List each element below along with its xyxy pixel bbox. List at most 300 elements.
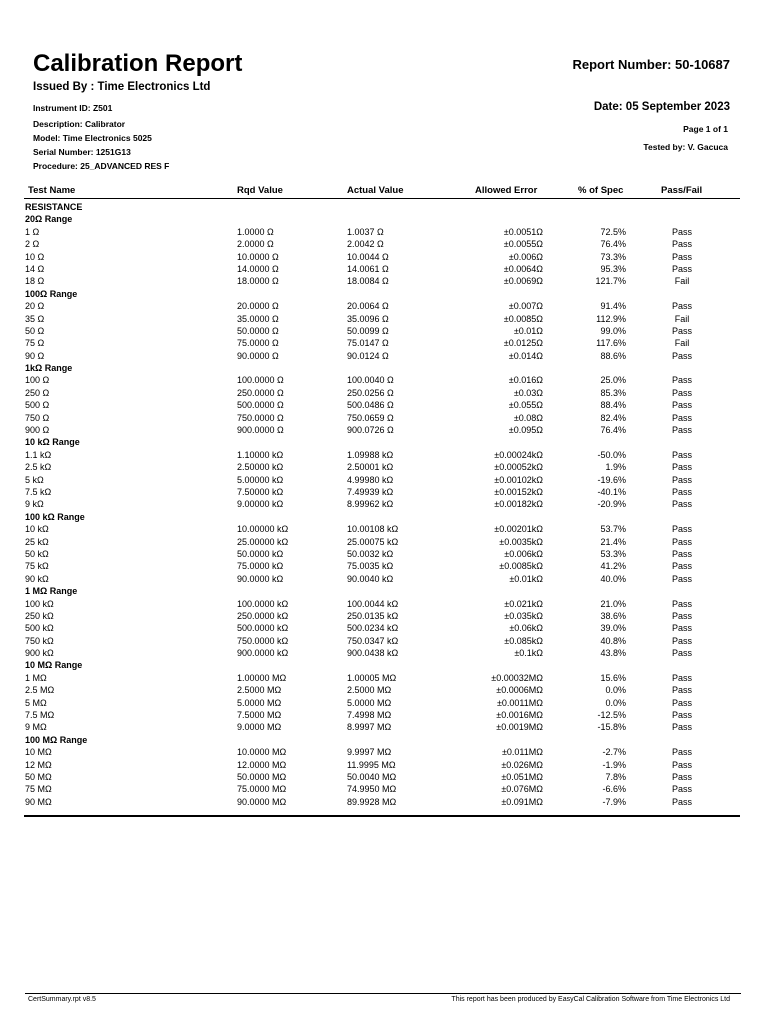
test-name-cell: 90 kΩ (25, 573, 49, 584)
actual-value-cell: 1.0037 Ω (347, 226, 384, 237)
actual-value-cell: 5.0000 MΩ (347, 697, 392, 708)
test-name-cell: 750 kΩ (25, 635, 54, 646)
section-heading-row (0, 734, 768, 746)
allowed-error-cell: ±0.00201kΩ (494, 524, 543, 535)
table-row (0, 523, 768, 535)
actual-value-cell: 11.9995 MΩ (347, 759, 396, 770)
test-name-cell: 1 Ω (25, 226, 40, 237)
rqd-value-cell: 250.0000 Ω (237, 387, 284, 398)
pass-fail-cell: Pass (671, 623, 692, 634)
table-row (0, 746, 768, 758)
pct-spec-cell: 1.9% (605, 462, 626, 473)
pass-fail-cell: Pass (671, 251, 692, 262)
pass-fail-cell: Pass (671, 784, 692, 795)
table-row (0, 486, 768, 498)
allowed-error-cell: ±0.095Ω (508, 425, 543, 436)
test-name-cell: 250 kΩ (25, 610, 54, 621)
pct-spec-cell: 76.4% (600, 425, 626, 436)
pass-fail-cell: Fail (674, 276, 690, 287)
rqd-value-cell: 10.0000 MΩ (237, 747, 287, 758)
footer-right: This report has been produced by EasyCal Calibration Software from Time Electronics Ltd (451, 996, 730, 1003)
pass-fail-cell: Pass (671, 387, 692, 398)
rqd-value-cell: 500.0000 kΩ (237, 623, 289, 634)
test-name-cell: 2 Ω (25, 239, 40, 250)
allowed-error-cell: ±0.021kΩ (504, 598, 543, 609)
actual-value-cell: 750.0659 Ω (347, 412, 394, 423)
rqd-value-cell: 12.0000 MΩ (237, 759, 287, 770)
allowed-error-cell: ±0.055Ω (508, 400, 543, 411)
test-name-cell: 75 MΩ (25, 784, 52, 795)
rqd-value-cell: 1.00000 MΩ (237, 672, 287, 683)
rqd-value-cell: 2.50000 kΩ (237, 462, 284, 473)
allowed-error-cell: ±0.091MΩ (501, 796, 543, 807)
rqd-value-cell: 5.00000 kΩ (237, 474, 284, 485)
pass-fail-cell: Pass (671, 536, 692, 547)
section-heading: 100Ω Range (25, 288, 78, 299)
actual-value-cell: 20.0064 Ω (347, 301, 389, 312)
table-row (0, 461, 768, 473)
table-row (0, 536, 768, 548)
table-row (0, 325, 768, 337)
test-name-cell: 2.5 kΩ (25, 462, 52, 473)
allowed-error-cell: ±0.00024kΩ (494, 449, 543, 460)
rqd-value-cell: 10.0000 Ω (237, 251, 279, 262)
section-heading: 1 MΩ Range (25, 586, 78, 597)
test-name-cell: 14 Ω (25, 263, 45, 274)
table-row (0, 226, 768, 238)
pct-spec-cell: 21.0% (600, 598, 626, 609)
section-heading: 100 MΩ Range (25, 734, 88, 745)
rqd-value-cell: 90.0000 kΩ (237, 573, 284, 584)
pct-spec-cell: 95.3% (600, 263, 626, 274)
table-row (0, 647, 768, 659)
allowed-error-cell: ±0.0055Ω (503, 239, 543, 250)
pass-fail-cell: Pass (671, 697, 692, 708)
rqd-value-cell: 35.0000 Ω (237, 313, 279, 324)
allowed-error-cell: ±0.08Ω (513, 412, 543, 423)
pass-fail-cell: Pass (671, 350, 692, 361)
actual-value-cell: 8.99962 kΩ (347, 499, 394, 510)
pass-fail-cell: Fail (674, 313, 690, 324)
table-row (0, 263, 768, 275)
rqd-value-cell: 25.00000 kΩ (237, 536, 289, 547)
issued-by: Issued By : Time Electronics Ltd (33, 81, 211, 93)
rqd-value-cell: 5.0000 MΩ (237, 697, 282, 708)
section-heading-row (0, 201, 768, 213)
pct-spec-cell: 91.4% (600, 301, 626, 312)
pct-spec-cell: 88.4% (600, 400, 626, 411)
table-row (0, 374, 768, 386)
table-row (0, 251, 768, 263)
pass-fail-cell: Pass (671, 759, 692, 770)
actual-value-cell: 89.9928 MΩ (347, 796, 397, 807)
rqd-value-cell: 750.0000 kΩ (237, 635, 289, 646)
header-rule (24, 198, 740, 199)
column-header-pass-fail: Pass/Fail (661, 185, 703, 196)
results-table (0, 201, 768, 808)
section-heading: RESISTANCE (25, 202, 83, 212)
allowed-error-cell: ±0.00052kΩ (494, 462, 543, 473)
allowed-error-cell: ±0.0011MΩ (496, 697, 543, 708)
section-heading: 10 MΩ Range (25, 660, 83, 671)
pass-fail-cell: Pass (671, 635, 692, 646)
table-row (0, 238, 768, 250)
allowed-error-cell: ±0.006kΩ (504, 548, 543, 559)
allowed-error-cell: ±0.00152kΩ (494, 486, 543, 497)
rqd-value-cell: 50.0000 MΩ (237, 771, 287, 782)
allowed-error-cell: ±0.01kΩ (509, 573, 543, 584)
actual-value-cell: 250.0135 kΩ (347, 610, 399, 621)
pass-fail-cell: Pass (671, 710, 692, 721)
pct-spec-cell: 40.8% (600, 635, 626, 646)
test-name-cell: 7.5 kΩ (25, 486, 52, 497)
rqd-value-cell: 2.5000 MΩ (237, 685, 282, 696)
test-name-cell: 18 Ω (25, 276, 45, 287)
table-row (0, 412, 768, 424)
pct-spec-cell: 21.4% (600, 536, 626, 547)
pct-spec-cell: -2.7% (602, 747, 626, 758)
section-heading-row (0, 511, 768, 523)
pct-spec-cell: 0.0% (605, 685, 626, 696)
actual-value-cell: 75.0147 Ω (347, 338, 389, 349)
pct-spec-cell: 41.2% (600, 561, 626, 572)
tested-by: Tested by: V. Gacuca (643, 142, 728, 152)
pass-fail-cell: Pass (671, 573, 692, 584)
table-row (0, 449, 768, 461)
actual-value-cell: 90.0124 Ω (347, 350, 389, 361)
pct-spec-cell: 121.7% (595, 276, 626, 287)
allowed-error-cell: ±0.0085kΩ (499, 561, 543, 572)
allowed-error-cell: ±0.03Ω (513, 387, 543, 398)
allowed-error-cell: ±0.0125Ω (503, 338, 543, 349)
description: Description: Calibrator (33, 119, 126, 129)
pct-spec-cell: 40.0% (600, 573, 626, 584)
pct-spec-cell: 73.3% (600, 251, 626, 262)
test-name-cell: 10 MΩ (25, 747, 52, 758)
pass-fail-cell: Pass (671, 375, 692, 386)
allowed-error-cell: ±0.016Ω (508, 375, 543, 386)
test-name-cell: 500 kΩ (25, 623, 54, 634)
allowed-error-cell: ±0.026MΩ (501, 759, 543, 770)
test-name-cell: 9 kΩ (25, 499, 44, 510)
actual-value-cell: 10.00108 kΩ (347, 524, 399, 535)
page-indicator: Page 1 of 1 (683, 124, 728, 134)
actual-value-cell: 75.0035 kΩ (347, 561, 394, 572)
actual-value-cell: 74.9950 MΩ (347, 784, 397, 795)
pct-spec-cell: 85.3% (600, 387, 626, 398)
actual-value-cell: 9.9997 MΩ (347, 747, 392, 758)
model: Model: Time Electronics 5025 (33, 133, 152, 143)
pct-spec-cell: 39.0% (600, 623, 626, 634)
section-heading: 10 kΩ Range (25, 437, 80, 448)
pct-spec-cell: -12.5% (597, 710, 626, 721)
pass-fail-cell: Pass (671, 263, 692, 274)
actual-value-cell: 18.0084 Ω (347, 276, 389, 287)
rqd-value-cell: 90.0000 MΩ (237, 796, 287, 807)
pass-fail-cell: Fail (674, 338, 690, 349)
actual-value-cell: 2.0042 Ω (347, 239, 384, 250)
rqd-value-cell: 2.0000 Ω (237, 239, 274, 250)
allowed-error-cell: ±0.0064Ω (503, 263, 543, 274)
column-header-test-name: Test Name (28, 185, 76, 196)
actual-value-cell: 7.49939 kΩ (347, 486, 394, 497)
table-bottom-rule (24, 815, 740, 817)
test-name-cell: 90 Ω (25, 350, 45, 361)
actual-value-cell: 100.0044 kΩ (347, 598, 399, 609)
pct-spec-cell: -19.6% (597, 474, 626, 485)
pct-spec-cell: -15.8% (597, 722, 626, 733)
pass-fail-cell: Pass (671, 598, 692, 609)
rqd-value-cell: 14.0000 Ω (237, 263, 279, 274)
pct-spec-cell: 15.6% (600, 672, 626, 683)
pct-spec-cell: 53.7% (600, 524, 626, 535)
instrument-id: Instrument ID: Z501 (33, 103, 113, 113)
pct-spec-cell: 25.0% (600, 375, 626, 386)
actual-value-cell: 500.0486 Ω (347, 400, 394, 411)
test-name-cell: 900 kΩ (25, 648, 54, 659)
pass-fail-cell: Pass (671, 499, 692, 510)
test-name-cell: 7.5 MΩ (25, 710, 55, 721)
report-date: Date: 05 September 2023 (593, 101, 730, 113)
table-row (0, 498, 768, 510)
actual-value-cell: 1.00005 MΩ (347, 672, 397, 683)
pass-fail-cell: Pass (671, 226, 692, 237)
rqd-value-cell: 75.0000 kΩ (237, 561, 284, 572)
pct-spec-cell: 38.6% (600, 610, 626, 621)
allowed-error-cell: ±0.007Ω (508, 301, 543, 312)
pct-spec-cell: 82.4% (600, 412, 626, 423)
section-heading-row (0, 585, 768, 597)
actual-value-cell: 750.0347 kΩ (347, 635, 399, 646)
actual-value-cell: 2.5000 MΩ (347, 685, 392, 696)
pct-spec-cell: 0.0% (605, 697, 626, 708)
pct-spec-cell: -1.9% (602, 759, 626, 770)
rqd-value-cell: 1.0000 Ω (237, 226, 274, 237)
actual-value-cell: 25.00075 kΩ (347, 536, 399, 547)
column-header-actual-value: Actual Value (347, 185, 404, 196)
pass-fail-cell: Pass (671, 325, 692, 336)
table-row (0, 313, 768, 325)
test-name-cell: 90 MΩ (25, 796, 52, 807)
actual-value-cell: 900.0438 kΩ (347, 648, 399, 659)
allowed-error-cell: ±0.0016MΩ (496, 710, 543, 721)
table-row (0, 350, 768, 362)
serial-number: Serial Number: 1251G13 (33, 147, 131, 157)
allowed-error-cell: ±0.00032MΩ (491, 672, 543, 683)
table-row (0, 560, 768, 572)
table-row (0, 474, 768, 486)
actual-value-cell: 14.0061 Ω (347, 263, 389, 274)
pct-spec-cell: 43.8% (600, 648, 626, 659)
pct-spec-cell: 7.8% (605, 771, 626, 782)
table-row (0, 721, 768, 733)
test-name-cell: 10 kΩ (25, 524, 49, 535)
pass-fail-cell: Pass (671, 412, 692, 423)
table-row (0, 796, 768, 808)
pass-fail-cell: Pass (671, 425, 692, 436)
test-name-cell: 1 MΩ (25, 672, 47, 683)
rqd-value-cell: 9.00000 kΩ (237, 499, 284, 510)
table-row (0, 424, 768, 436)
pct-spec-cell: 53.3% (600, 548, 626, 559)
table-row (0, 622, 768, 634)
pct-spec-cell: -7.9% (602, 796, 626, 807)
pct-spec-cell: 112.9% (596, 313, 626, 324)
rqd-value-cell: 50.0000 Ω (237, 325, 279, 336)
section-heading-row (0, 659, 768, 671)
actual-value-cell: 900.0726 Ω (347, 425, 394, 436)
section-heading: 1kΩ Range (25, 363, 73, 374)
pass-fail-cell: Pass (671, 722, 692, 733)
pass-fail-cell: Pass (671, 685, 692, 696)
test-name-cell: 10 Ω (25, 251, 45, 262)
actual-value-cell: 1.09988 kΩ (347, 449, 394, 460)
allowed-error-cell: ±0.014Ω (508, 350, 543, 361)
table-row (0, 399, 768, 411)
test-name-cell: 35 Ω (25, 313, 45, 324)
rqd-value-cell: 75.0000 Ω (237, 338, 279, 349)
column-header-allowed-error: Allowed Error (475, 185, 538, 196)
allowed-error-cell: ±0.035kΩ (504, 610, 543, 621)
actual-value-cell: 2.50001 kΩ (347, 462, 394, 473)
allowed-error-cell: ±0.0006MΩ (496, 685, 543, 696)
table-row (0, 337, 768, 349)
rqd-value-cell: 900.0000 kΩ (237, 648, 289, 659)
actual-value-cell: 50.0099 Ω (347, 325, 389, 336)
rqd-value-cell: 7.50000 kΩ (237, 486, 284, 497)
allowed-error-cell: ±0.0069Ω (503, 276, 543, 287)
actual-value-cell: 500.0234 kΩ (347, 623, 399, 634)
rqd-value-cell: 750.0000 Ω (237, 412, 284, 423)
table-row (0, 300, 768, 312)
table-row (0, 635, 768, 647)
test-name-cell: 25 kΩ (25, 536, 49, 547)
allowed-error-cell: ±0.0085Ω (503, 313, 543, 324)
pass-fail-cell: Pass (671, 301, 692, 312)
allowed-error-cell: ±0.00182kΩ (494, 499, 543, 510)
pct-spec-cell: 88.6% (600, 350, 626, 361)
test-name-cell: 20 Ω (25, 301, 45, 312)
table-row (0, 387, 768, 399)
pass-fail-cell: Pass (671, 474, 692, 485)
rqd-value-cell: 100.0000 kΩ (237, 598, 289, 609)
allowed-error-cell: ±0.01Ω (513, 325, 543, 336)
allowed-error-cell: ±0.0051Ω (503, 226, 543, 237)
actual-value-cell: 50.0040 MΩ (347, 771, 397, 782)
rqd-value-cell: 90.0000 Ω (237, 350, 279, 361)
pass-fail-cell: Pass (671, 400, 692, 411)
allowed-error-cell: ±0.006Ω (508, 251, 543, 262)
procedure: Procedure: 25_ADVANCED RES F (33, 161, 170, 171)
test-name-cell: 2.5 MΩ (25, 685, 55, 696)
actual-value-cell: 90.0040 kΩ (347, 573, 394, 584)
pct-spec-cell: -20.9% (597, 499, 626, 510)
rqd-value-cell: 10.00000 kΩ (237, 524, 289, 535)
actual-value-cell: 7.4998 MΩ (347, 710, 392, 721)
pass-fail-cell: Pass (671, 486, 692, 497)
pass-fail-cell: Pass (671, 672, 692, 683)
pass-fail-cell: Pass (671, 796, 692, 807)
rqd-value-cell: 1.10000 kΩ (237, 449, 284, 460)
allowed-error-cell: ±0.011MΩ (501, 747, 543, 758)
table-row (0, 697, 768, 709)
test-name-cell: 900 Ω (25, 425, 50, 436)
test-name-cell: 1.1 kΩ (25, 449, 52, 460)
section-heading-row (0, 213, 768, 225)
test-name-cell: 5 MΩ (25, 697, 47, 708)
column-header-pct-spec: % of Spec (578, 185, 624, 196)
test-name-cell: 5 kΩ (25, 474, 44, 485)
rqd-value-cell: 18.0000 Ω (237, 276, 279, 287)
pass-fail-cell: Pass (671, 648, 692, 659)
rqd-value-cell: 500.0000 Ω (237, 400, 284, 411)
table-row (0, 684, 768, 696)
table-row (0, 610, 768, 622)
pass-fail-cell: Pass (671, 747, 692, 758)
table-row (0, 573, 768, 585)
rqd-value-cell: 75.0000 MΩ (237, 784, 287, 795)
test-name-cell: 250 Ω (25, 387, 50, 398)
table-row (0, 275, 768, 287)
column-header-rqd-value: Rqd Value (237, 185, 283, 196)
test-name-cell: 50 MΩ (25, 771, 52, 782)
rqd-value-cell: 250.0000 kΩ (237, 610, 289, 621)
pass-fail-cell: Pass (671, 771, 692, 782)
section-heading: 100 kΩ Range (25, 511, 85, 522)
table-row (0, 771, 768, 783)
report-title: Calibration Report (33, 50, 243, 77)
test-name-cell: 750 Ω (25, 412, 50, 423)
rqd-value-cell: 100.0000 Ω (237, 375, 284, 386)
test-name-cell: 100 kΩ (25, 598, 54, 609)
table-row (0, 672, 768, 684)
allowed-error-cell: ±0.076MΩ (501, 784, 543, 795)
footer-left: CertSummary.rpt v8.5 (28, 996, 96, 1003)
report-number: Report Number: 50-10687 (572, 57, 730, 72)
allowed-error-cell: ±0.00102kΩ (494, 474, 543, 485)
rqd-value-cell: 7.5000 MΩ (237, 710, 282, 721)
test-name-cell: 12 MΩ (25, 759, 52, 770)
actual-value-cell: 8.9997 MΩ (347, 722, 392, 733)
section-heading-row (0, 288, 768, 300)
pct-spec-cell: 99.0% (600, 325, 626, 336)
rqd-value-cell: 50.0000 kΩ (237, 548, 284, 559)
table-row (0, 709, 768, 721)
table-row (0, 598, 768, 610)
section-heading-row (0, 362, 768, 374)
pct-spec-cell: 117.6% (596, 338, 626, 349)
actual-value-cell: 50.0032 kΩ (347, 548, 394, 559)
rqd-value-cell: 900.0000 Ω (237, 425, 284, 436)
actual-value-cell: 4.99980 kΩ (347, 474, 394, 485)
pass-fail-cell: Pass (671, 449, 692, 460)
table-row (0, 783, 768, 795)
actual-value-cell: 35.0096 Ω (347, 313, 389, 324)
allowed-error-cell: ±0.0019MΩ (496, 722, 543, 733)
pass-fail-cell: Pass (671, 561, 692, 572)
rqd-value-cell: 9.0000 MΩ (237, 722, 282, 733)
actual-value-cell: 10.0044 Ω (347, 251, 389, 262)
pass-fail-cell: Pass (671, 239, 692, 250)
pass-fail-cell: Pass (671, 462, 692, 473)
pct-spec-cell: -6.6% (602, 784, 626, 795)
allowed-error-cell: ±0.06kΩ (509, 623, 543, 634)
footer-rule (25, 993, 741, 994)
pct-spec-cell: 76.4% (600, 239, 626, 250)
actual-value-cell: 100.0040 Ω (347, 375, 394, 386)
section-heading-row (0, 436, 768, 448)
pass-fail-cell: Pass (671, 610, 692, 621)
